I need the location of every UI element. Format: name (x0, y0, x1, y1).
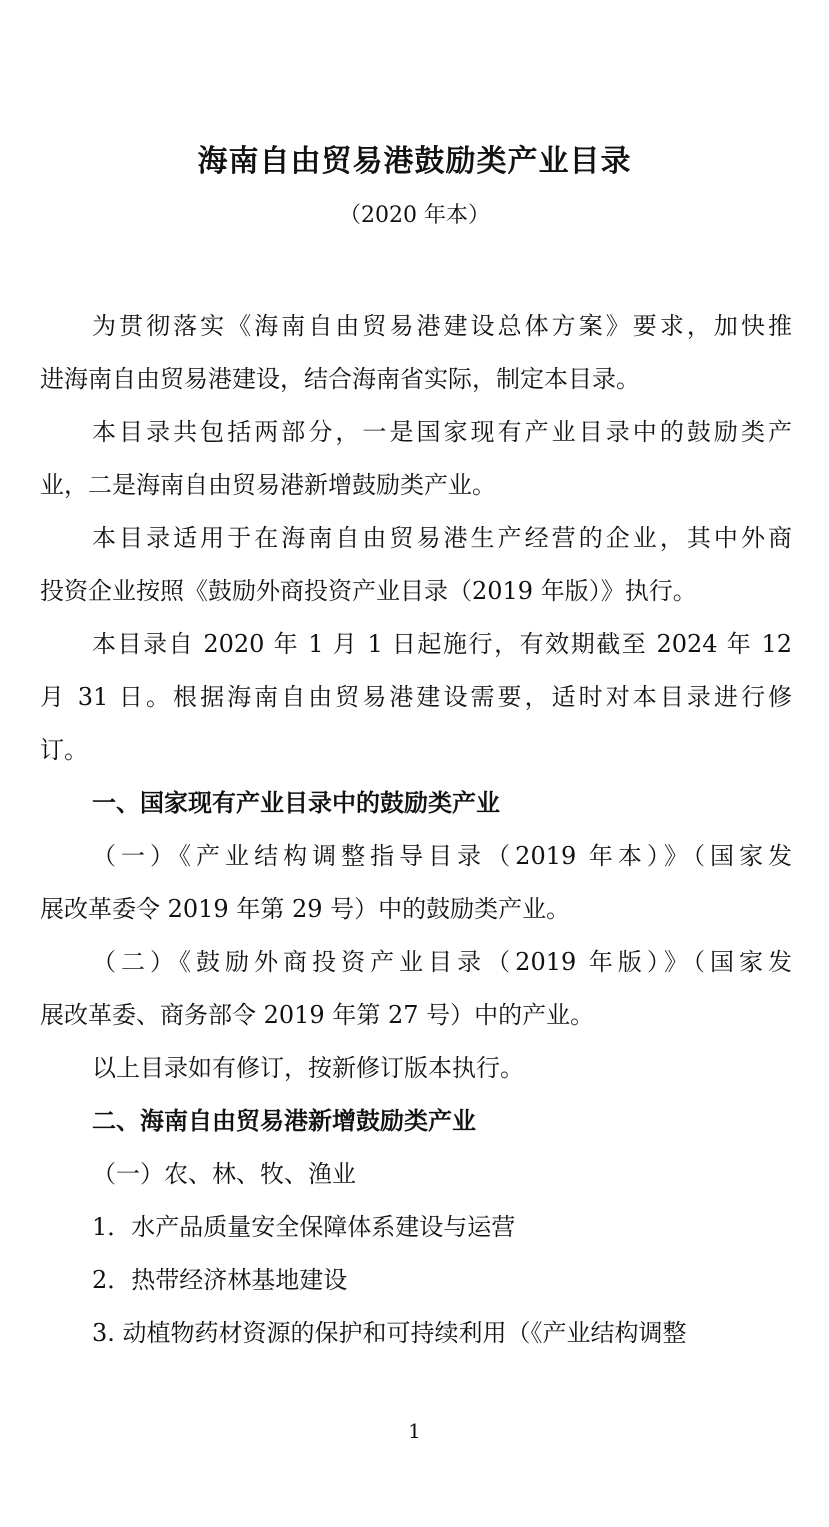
section-one-item-2-line-2: 展改革委、商务部令 2019 年第 27 号）中的产业。 (40, 1001, 595, 1029)
document-title: 海南自由贸易港鼓励类产业目录 (197, 144, 632, 179)
section-two-heading: 二、海南自由贸易港新增鼓励类产业 (92, 1106, 476, 1135)
section-two-item-3: 3. 动植物药材资源的保护和可持续利用（《产业结构调整 (92, 1319, 687, 1347)
section-one-item-1-line-1: （一）《产业结构调整指导目录（2019 年本）》（国家发 (92, 842, 792, 870)
document-subtitle: （2020 年本） (339, 203, 490, 228)
paragraph-4-line-1: 本目录自 2020 年 1 月 1 日起施行，有效期截至 2024 年 12 (92, 630, 792, 658)
paragraph-1-line-1: 为贯彻落实《海南自由贸易港建设总体方案》要求，加快推 (92, 312, 792, 340)
page-number: 1 (408, 1419, 421, 1443)
section-one-note: 以上目录如有修订，按新修订版本执行。 (92, 1054, 524, 1082)
section-two-subheading: （一）农、林、牧、渔业 (92, 1160, 356, 1188)
section-one-heading: 一、国家现有产业目录中的鼓励类产业 (92, 788, 500, 817)
section-one-item-1-line-2: 展改革委令 2019 年第 29 号）中的鼓励类产业。 (40, 895, 571, 923)
paragraph-1-line-2: 进海南自由贸易港建设，结合海南省实际，制定本目录。 (40, 365, 640, 393)
paragraph-4-line-2: 月 31 日。根据海南自由贸易港建设需要，适时对本目录进行修 (40, 683, 792, 711)
section-two-item-2: 2．热带经济林基地建设 (92, 1266, 348, 1294)
paragraph-2-line-1: 本目录共包括两部分，一是国家现有产业目录中的鼓励类产 (92, 418, 792, 446)
paragraph-3-line-2: 投资企业按照《鼓励外商投资产业目录（2019 年版）》执行。 (40, 577, 697, 605)
paragraph-2-line-2: 业，二是海南自由贸易港新增鼓励类产业。 (40, 471, 496, 499)
paragraph-3-line-1: 本目录适用于在海南自由贸易港生产经营的企业，其中外商 (92, 524, 792, 552)
paragraph-4-line-3: 订。 (40, 736, 88, 764)
section-one-item-2-line-1: （二）《鼓励外商投资产业目录（2019 年版）》（国家发 (92, 948, 792, 976)
section-two-item-1: 1．水产品质量安全保障体系建设与运营 (92, 1213, 516, 1241)
